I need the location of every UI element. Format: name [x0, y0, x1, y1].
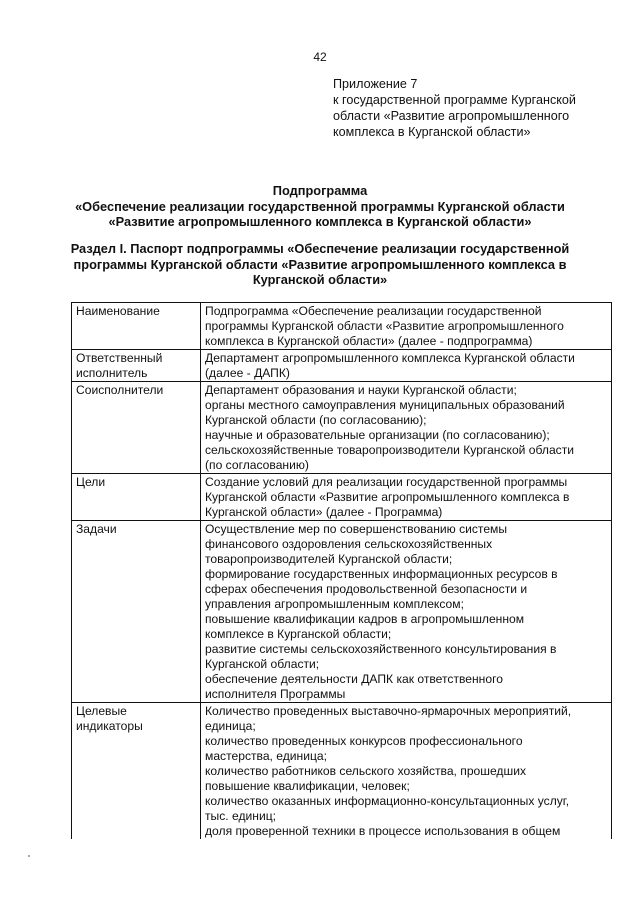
value-line: Количество проведенных выставочно-ярмарочных мероприятий,	[205, 704, 572, 718]
value-line: сферах обеспечения продовольственной безопасности и	[205, 582, 528, 596]
appendix-line: к государственной программе Курганской	[333, 93, 576, 107]
scan-artifact	[28, 855, 30, 857]
value-line: (далее - ДАПК)	[205, 366, 290, 380]
passport-row-label	[72, 521, 201, 703]
value-line: формирование государственных информационных ресурсов в	[205, 567, 558, 581]
title-line: Подпрограмма	[272, 183, 368, 198]
value-line: развитие системы сельскохозяйственного консультирования в	[205, 642, 557, 656]
value-line: программы Курганской области «Развитие агропромышленного	[205, 319, 564, 333]
label-line: Соисполнители	[76, 383, 164, 397]
passport-row-value	[201, 474, 612, 521]
label-line: Наименование	[76, 304, 160, 318]
value-line: количество работников сельского хозяйства, прошедших	[205, 764, 526, 778]
value-line: исполнителя Программы	[205, 687, 346, 701]
value-line: Департамент образования и науки Курганской области;	[205, 383, 517, 397]
passport-row-label	[72, 303, 201, 350]
title-line: «Обеспечение реализации государственной программы Курганской области	[75, 198, 565, 214]
label-line: исполнитель	[76, 366, 148, 380]
label-line: Ответственный	[76, 351, 163, 365]
value-line: количество проведенных конкурсов профессионального	[205, 734, 523, 748]
passport-row	[72, 382, 612, 474]
section-line: программы Курганской области «Развитие агропромышленного комплекса в	[73, 256, 567, 272]
passport-row	[72, 303, 612, 350]
value-line: повышение квалификации, человек;	[205, 779, 410, 793]
value-line: доля проверенной техники в процессе использования в общем	[205, 824, 561, 838]
passport-row	[72, 350, 612, 382]
value-line: комплекса в Курганской области» (далее - подпрограмма)	[205, 334, 533, 348]
value-line: Курганской области;	[205, 657, 320, 671]
appendix-line: комплекса в Курганской области»	[333, 125, 531, 139]
value-line: управления агропромышленным комплексом;	[205, 597, 464, 611]
label-line: Задачи	[76, 522, 117, 536]
value-line: комплексе в Курганской области;	[205, 627, 392, 641]
value-line: обеспечение деятельности ДАПК как ответственного	[205, 672, 503, 686]
value-line: Курганской области «Развитие агропромышленного комплекса в	[205, 490, 570, 504]
title-line: «Развитие агропромышленного комплекса в Курганской области»	[108, 214, 532, 229]
value-line: мастерства, единица;	[205, 749, 327, 763]
value-line: Курганской области (по согласованию);	[205, 413, 427, 427]
value-line: органы местного самоуправления муниципальных образований	[205, 398, 565, 412]
value-line: сельскохозяйственные товаропроизводители Курганской области	[205, 443, 575, 457]
label-line: Целевые	[76, 704, 127, 718]
value-line: повышение квалификации кадров в агропромышленном	[205, 612, 525, 626]
subprogram-title	[0, 183, 640, 230]
passport-row-value	[201, 350, 612, 382]
value-line: научные и образовательные организации (по согласованию);	[205, 428, 550, 442]
appendix-line: Приложение 7	[333, 77, 418, 91]
passport-row-value	[201, 521, 612, 703]
appendix-line: области «Развитие агропромышленного	[333, 109, 570, 123]
value-line: финансового оздоровления сельскохозяйственных	[205, 537, 493, 551]
passport-row-label	[72, 350, 201, 382]
passport-row-label	[72, 703, 201, 840]
page-number: 42	[313, 50, 327, 64]
passport-row-value	[201, 303, 612, 350]
passport-row-value	[201, 382, 612, 474]
value-line: Департамент агропромышленного комплекса Курганской области	[205, 351, 575, 365]
passport-row	[72, 474, 612, 521]
value-line: тыс. единиц;	[205, 809, 276, 823]
value-line: товаропроизводителей Курганской области;	[205, 552, 453, 566]
section-heading	[0, 241, 640, 288]
section-line: Курганской области»	[252, 272, 388, 287]
value-line: единица;	[205, 719, 256, 733]
value-line: Осуществление мер по совершенствованию системы	[205, 522, 508, 536]
section-line: Раздел I. Паспорт подпрограммы «Обеспечение реализации государственной	[70, 241, 570, 256]
label-line: Цели	[76, 475, 106, 489]
value-line: количество оказанных информационно-консультационных услуг,	[205, 794, 570, 808]
passport-row	[72, 703, 612, 840]
passport-row-label	[72, 382, 201, 474]
value-line: (по согласованию)	[205, 458, 309, 472]
value-line: Создание условий для реализации государственной программы	[205, 475, 568, 489]
passport-row	[72, 521, 612, 703]
value-line: Подпрограмма «Обеспечение реализации государственной	[205, 304, 542, 318]
passport-row-value	[201, 703, 612, 840]
label-line: индикаторы	[76, 719, 143, 733]
passport-table	[71, 302, 612, 839]
passport-row-label	[72, 474, 201, 521]
appendix-note	[333, 76, 623, 140]
value-line: Курганской области» (далее - Программа)	[205, 505, 443, 519]
